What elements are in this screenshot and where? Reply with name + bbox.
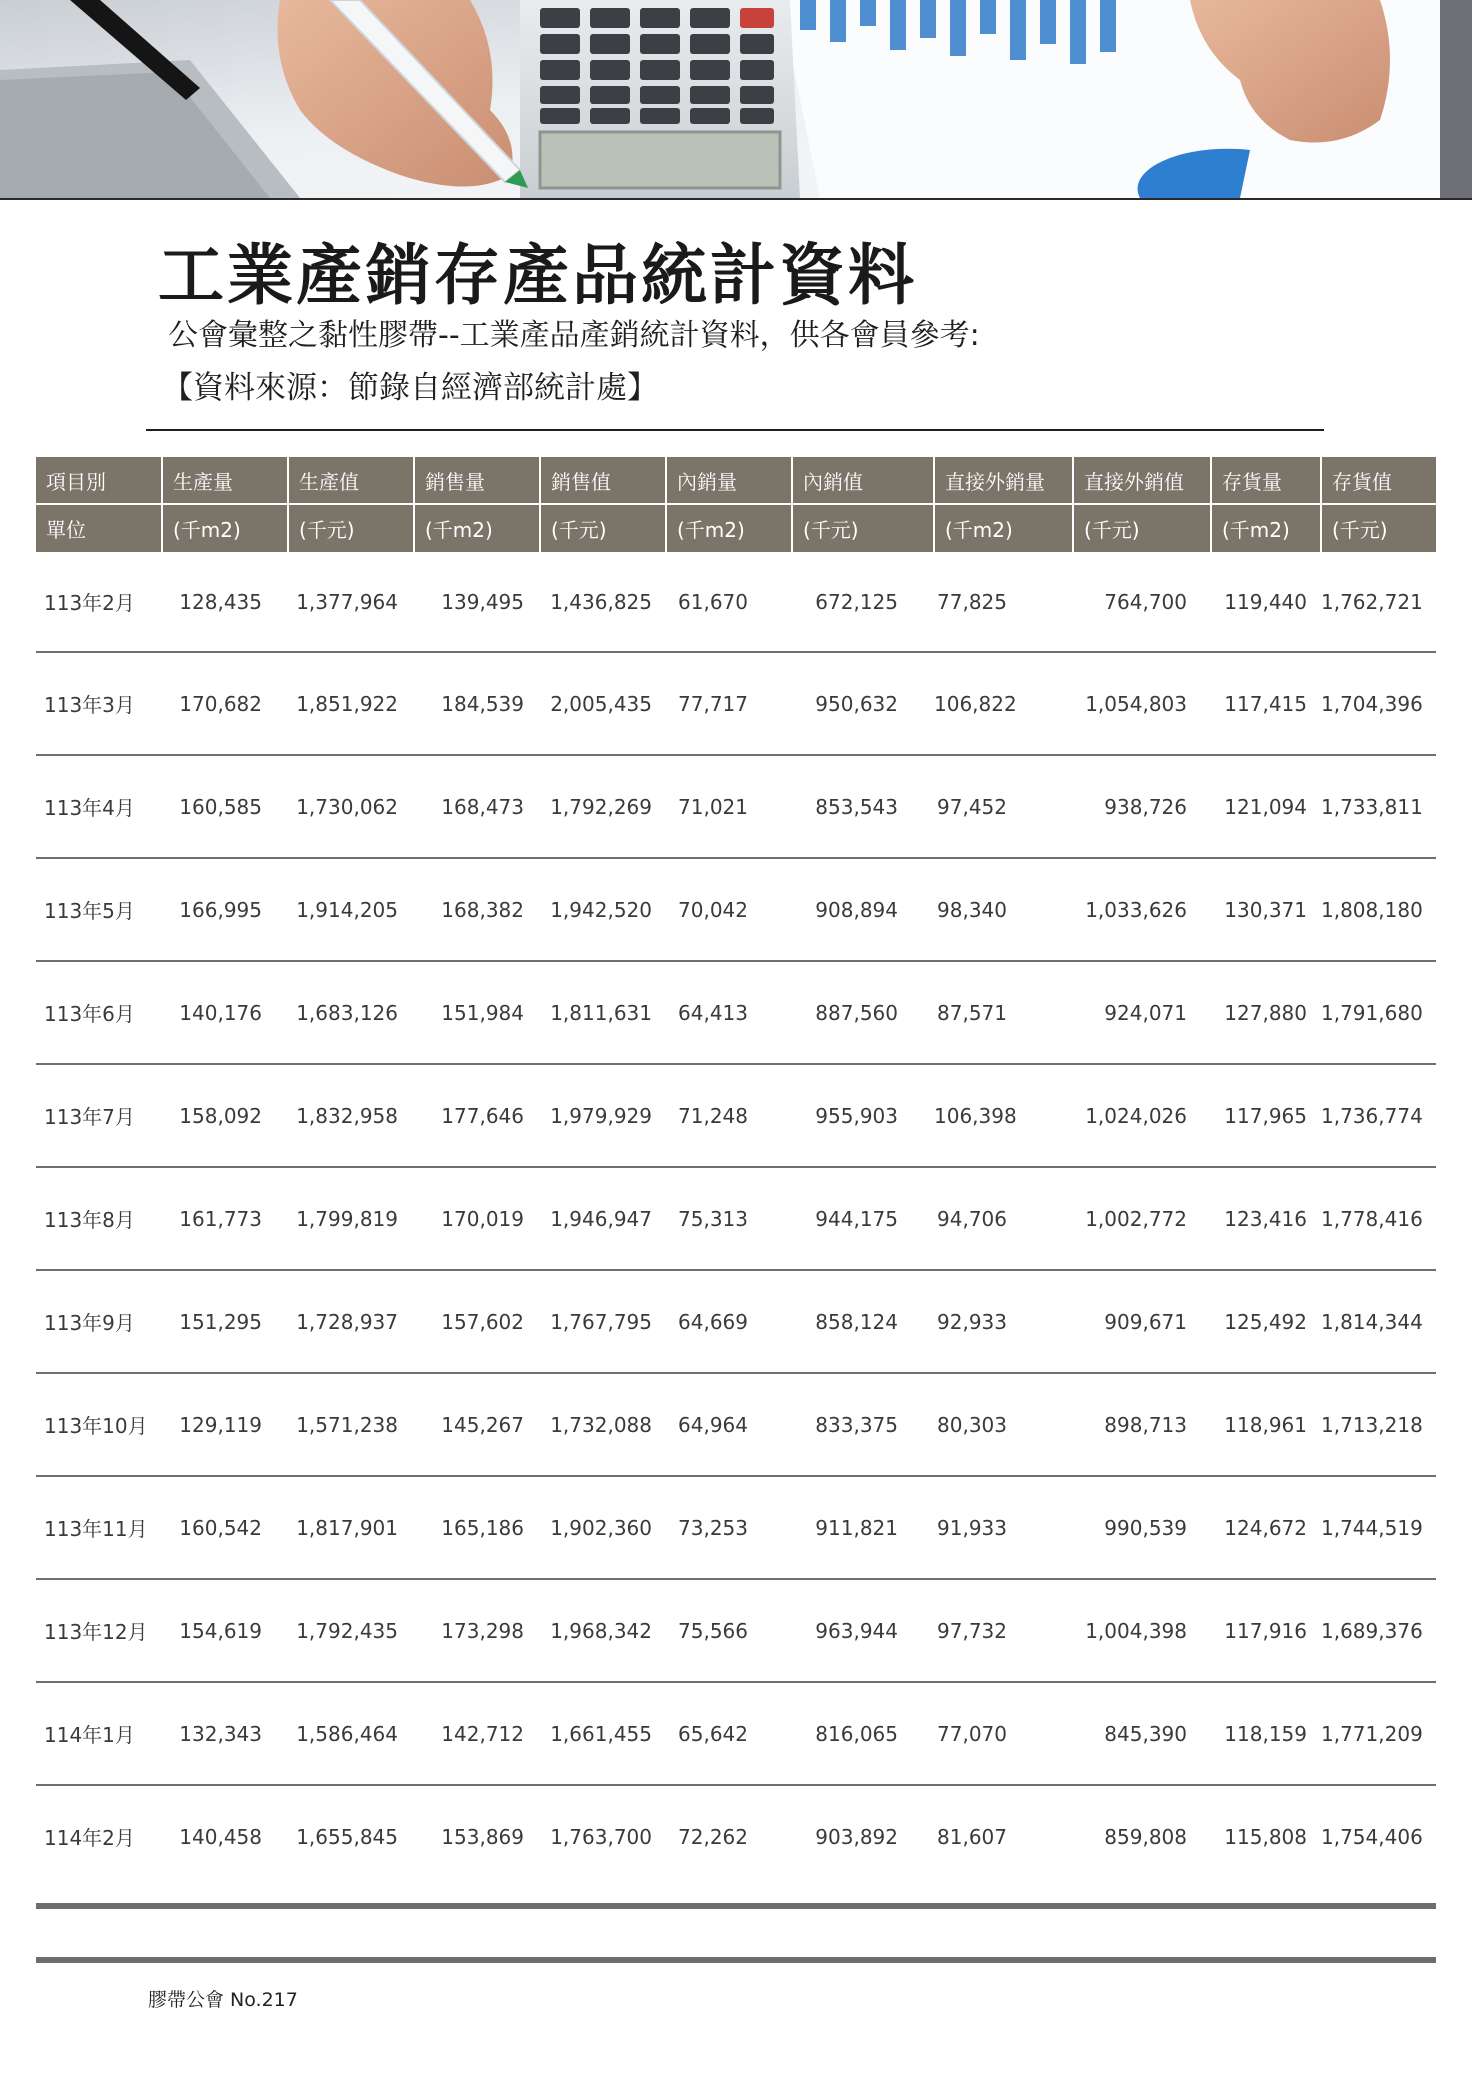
row-month-cell: 113年3月	[36, 652, 162, 755]
row-month-cell: 113年5月	[36, 858, 162, 961]
table-cell: 97,732	[934, 1579, 1073, 1682]
table-cell: 1,851,922	[288, 652, 414, 755]
table-cell: 853,543	[792, 755, 934, 858]
unit-cell: (千元)	[1321, 504, 1436, 552]
table-cell: 94,706	[934, 1167, 1073, 1270]
table-cell: 1,942,520	[540, 858, 666, 961]
column-header-item: 項目別	[36, 457, 162, 504]
table-cell: 1,730,062	[288, 755, 414, 858]
table-cell: 845,390	[1073, 1682, 1211, 1785]
table-cell: 77,070	[934, 1682, 1073, 1785]
table-cell: 1,791,680	[1321, 961, 1436, 1064]
row-month-cell: 113年4月	[36, 755, 162, 858]
table-row	[36, 858, 1436, 961]
table-cell: 173,298	[414, 1579, 540, 1682]
table-bottom-rule	[36, 1903, 1436, 1909]
table-cell: 1,728,937	[288, 1270, 414, 1373]
table-cell: 1,778,416	[1321, 1167, 1436, 1270]
table-cell: 1,811,631	[540, 961, 666, 1064]
table-cell: 71,021	[666, 755, 792, 858]
table-cell: 125,492	[1211, 1270, 1321, 1373]
table-cell: 168,382	[414, 858, 540, 961]
page-subtitle: 公會彙整之黏性膠帶--工業產品產銷統計資料，供各會員參考:	[168, 318, 980, 353]
table-cell: 123,416	[1211, 1167, 1321, 1270]
table-cell: 963,944	[792, 1579, 934, 1682]
table-cell: 170,019	[414, 1167, 540, 1270]
table-cell: 70,042	[666, 858, 792, 961]
footer-rule	[36, 1957, 1436, 1963]
table-cell: 124,672	[1211, 1476, 1321, 1579]
column-header-inventory-qty: 存貨量	[1211, 457, 1321, 504]
table-cell: 1,733,811	[1321, 755, 1436, 858]
row-month-cell: 114年2月	[44, 1826, 135, 1850]
table-cell: 142,712	[414, 1682, 540, 1785]
column-header-sales-qty: 銷售量	[414, 457, 540, 504]
table-cell: 91,933	[934, 1476, 1073, 1579]
table-cell: 1,771,209	[1321, 1682, 1436, 1785]
calculator-icon	[520, 0, 800, 198]
table-cell: 77,825	[934, 552, 1073, 652]
row-month-cell: 113年12月	[36, 1579, 162, 1682]
column-header-domestic-value: 內銷值	[792, 457, 934, 504]
unit-cell: (千m2)	[414, 504, 540, 552]
table-cell: 81,607	[937, 1824, 1007, 1849]
unit-cell: (千m2)	[162, 504, 288, 552]
table-cell: 154,619	[162, 1579, 288, 1682]
table-cell: 1,902,360	[540, 1476, 666, 1579]
table-cell: 903,892	[815, 1824, 898, 1849]
table-row	[36, 1579, 1436, 1682]
table-cell: 1,968,342	[540, 1579, 666, 1682]
table-cell: 833,375	[792, 1373, 934, 1476]
unit-cell: (千m2)	[934, 504, 1073, 552]
table-cell: 1,814,344	[1321, 1270, 1436, 1373]
table-cell: 87,571	[934, 961, 1073, 1064]
table-cell: 153,869	[441, 1824, 524, 1849]
row-month-cell: 113年6月	[36, 961, 162, 1064]
column-header-inventory-value: 存貨值	[1321, 457, 1436, 504]
unit-cell: (千m2)	[666, 504, 792, 552]
table-cell: 106,398	[934, 1064, 1073, 1167]
table-cell: 151,295	[162, 1270, 288, 1373]
table-cell: 898,713	[1073, 1373, 1211, 1476]
table-cell: 1,762,721	[1321, 552, 1436, 652]
row-month-cell: 113年11月	[36, 1476, 162, 1579]
table-cell: 1,683,126	[288, 961, 414, 1064]
table-row	[36, 1373, 1436, 1476]
table-row	[36, 1682, 1436, 1785]
table-row	[36, 961, 1436, 1064]
row-month-cell: 113年9月	[36, 1270, 162, 1373]
table-cell: 887,560	[792, 961, 934, 1064]
table-cell: 1,754,406	[1321, 1824, 1423, 1849]
table-cell: 97,452	[934, 755, 1073, 858]
table-cell: 1,713,218	[1321, 1373, 1436, 1476]
table-cell: 127,880	[1211, 961, 1321, 1064]
table-cell: 1,914,205	[288, 858, 414, 961]
table-cell: 944,175	[792, 1167, 934, 1270]
table-cell: 859,808	[1104, 1824, 1187, 1849]
data-source-note: 【資料來源：節錄自經濟部統計處】	[162, 370, 658, 406]
table-row	[36, 1785, 1436, 1887]
table-cell: 1,832,958	[288, 1064, 414, 1167]
table-row	[36, 1167, 1436, 1270]
table-cell: 145,267	[414, 1373, 540, 1476]
table-cell: 1,661,455	[540, 1682, 666, 1785]
table-cell: 121,094	[1211, 755, 1321, 858]
unit-cell: (千m2)	[1211, 504, 1321, 552]
table-row	[36, 652, 1436, 755]
table-cell: 1,004,398	[1073, 1579, 1211, 1682]
table-cell: 909,671	[1073, 1270, 1211, 1373]
row-month-cell: 113年8月	[36, 1167, 162, 1270]
table-cell: 1,655,845	[296, 1824, 398, 1849]
table-cell: 160,585	[162, 755, 288, 858]
table-cell: 1,763,700	[550, 1824, 652, 1849]
row-month-cell: 113年2月	[36, 552, 162, 652]
table-cell: 158,092	[162, 1064, 288, 1167]
table-cell: 118,961	[1211, 1373, 1321, 1476]
table-cell: 1,979,929	[540, 1064, 666, 1167]
table-cell: 115,808	[1224, 1824, 1307, 1849]
table-cell: 950,632	[792, 652, 934, 755]
table-cell: 1,946,947	[540, 1167, 666, 1270]
table-cell: 165,186	[414, 1476, 540, 1579]
table-row	[36, 755, 1436, 858]
table-cell: 184,539	[414, 652, 540, 755]
table-cell: 98,340	[934, 858, 1073, 961]
table-cell: 764,700	[1073, 552, 1211, 652]
table-cell: 72,262	[678, 1824, 748, 1849]
row-month-cell: 113年7月	[36, 1064, 162, 1167]
table-cell: 140,176	[162, 961, 288, 1064]
table-cell: 130,371	[1211, 858, 1321, 961]
table-cell: 75,566	[666, 1579, 792, 1682]
table-cell: 61,670	[666, 552, 792, 652]
table-cell: 92,933	[934, 1270, 1073, 1373]
table-cell: 166,995	[162, 858, 288, 961]
table-cell: 955,903	[792, 1064, 934, 1167]
table-cell: 1,704,396	[1321, 652, 1436, 755]
table-cell: 1,033,626	[1073, 858, 1211, 961]
unit-cell: (千元)	[540, 504, 666, 552]
production-sales-inventory-table	[36, 457, 1436, 1887]
table-cell: 1,792,269	[540, 755, 666, 858]
column-header-sales-value: 銷售值	[540, 457, 666, 504]
table-cell: 117,965	[1211, 1064, 1321, 1167]
table-cell: 73,253	[666, 1476, 792, 1579]
table-cell: 1,792,435	[288, 1579, 414, 1682]
table-cell: 64,413	[666, 961, 792, 1064]
table-cell: 129,119	[162, 1373, 288, 1476]
table-cell: 106,822	[934, 652, 1073, 755]
table-cell: 1,808,180	[1321, 858, 1436, 961]
header-row	[36, 457, 1436, 504]
table-cell: 64,669	[666, 1270, 792, 1373]
column-header-export-qty: 直接外銷量	[934, 457, 1073, 504]
unit-cell: (千元)	[792, 504, 934, 552]
table-cell: 908,894	[792, 858, 934, 961]
table-cell: 1,571,238	[288, 1373, 414, 1476]
table-cell: 1,744,519	[1321, 1476, 1436, 1579]
table-cell: 160,542	[162, 1476, 288, 1579]
table-cell: 924,071	[1073, 961, 1211, 1064]
table-cell: 119,440	[1211, 552, 1321, 652]
hero-photo	[0, 0, 1472, 200]
table-cell: 140,458	[179, 1824, 262, 1849]
column-header-production-value: 生產值	[288, 457, 414, 504]
page-footer: 膠帶公會 No.217	[148, 1989, 298, 2011]
table-cell: 65,642	[666, 1682, 792, 1785]
table-cell: 1,767,795	[540, 1270, 666, 1373]
table-cell: 117,415	[1211, 652, 1321, 755]
table-cell: 157,602	[414, 1270, 540, 1373]
table-row	[36, 1270, 1436, 1373]
column-header-production-qty: 生產量	[162, 457, 288, 504]
table-cell: 1,689,376	[1321, 1579, 1436, 1682]
table-cell: 64,964	[666, 1373, 792, 1476]
table-row	[36, 552, 1436, 652]
table-cell: 1,054,803	[1073, 652, 1211, 755]
table-cell: 1,436,825	[540, 552, 666, 652]
table-header	[36, 457, 1436, 552]
unit-cell: (千元)	[288, 504, 414, 552]
table-cell: 911,821	[792, 1476, 934, 1579]
unit-cell: (千元)	[1073, 504, 1211, 552]
table-cell: 117,916	[1211, 1579, 1321, 1682]
table-body	[36, 552, 1436, 1887]
table-cell: 1,586,464	[288, 1682, 414, 1785]
column-header-domestic-qty: 內銷量	[666, 457, 792, 504]
table-cell: 816,065	[792, 1682, 934, 1785]
table-cell: 77,717	[666, 652, 792, 755]
column-header-export-value: 直接外銷值	[1073, 457, 1211, 504]
table-cell: 80,303	[934, 1373, 1073, 1476]
unit-label: 單位	[36, 504, 162, 552]
title-divider	[146, 429, 1324, 431]
table-row	[36, 1064, 1436, 1167]
row-month-cell: 113年10月	[36, 1373, 162, 1476]
hero-illustration	[0, 0, 1472, 198]
unit-row	[36, 504, 1436, 552]
table-cell: 938,726	[1073, 755, 1211, 858]
table-cell: 151,984	[414, 961, 540, 1064]
table-cell: 118,159	[1211, 1682, 1321, 1785]
table-cell: 170,682	[162, 652, 288, 755]
table-cell: 990,539	[1073, 1476, 1211, 1579]
table-cell: 1,732,088	[540, 1373, 666, 1476]
table-cell: 1,024,026	[1073, 1064, 1211, 1167]
table-cell: 2,005,435	[540, 652, 666, 755]
table-cell: 858,124	[792, 1270, 934, 1373]
page-title: 工業產銷存產品統計資料	[158, 237, 917, 314]
table-cell: 128,435	[162, 552, 288, 652]
table-cell: 1,736,774	[1321, 1064, 1436, 1167]
row-month-cell: 114年1月	[36, 1682, 162, 1785]
table-cell: 672,125	[792, 552, 934, 652]
table-cell: 1,002,772	[1073, 1167, 1211, 1270]
table-cell: 1,377,964	[288, 552, 414, 652]
table-cell: 75,313	[666, 1167, 792, 1270]
table-cell: 161,773	[162, 1167, 288, 1270]
table-cell: 139,495	[414, 552, 540, 652]
table-row	[36, 1476, 1436, 1579]
table-cell: 1,817,901	[288, 1476, 414, 1579]
table-cell: 177,646	[414, 1064, 540, 1167]
table-cell: 168,473	[414, 755, 540, 858]
table-cell: 71,248	[666, 1064, 792, 1167]
table-cell: 1,799,819	[288, 1167, 414, 1270]
table-cell: 132,343	[162, 1682, 288, 1785]
